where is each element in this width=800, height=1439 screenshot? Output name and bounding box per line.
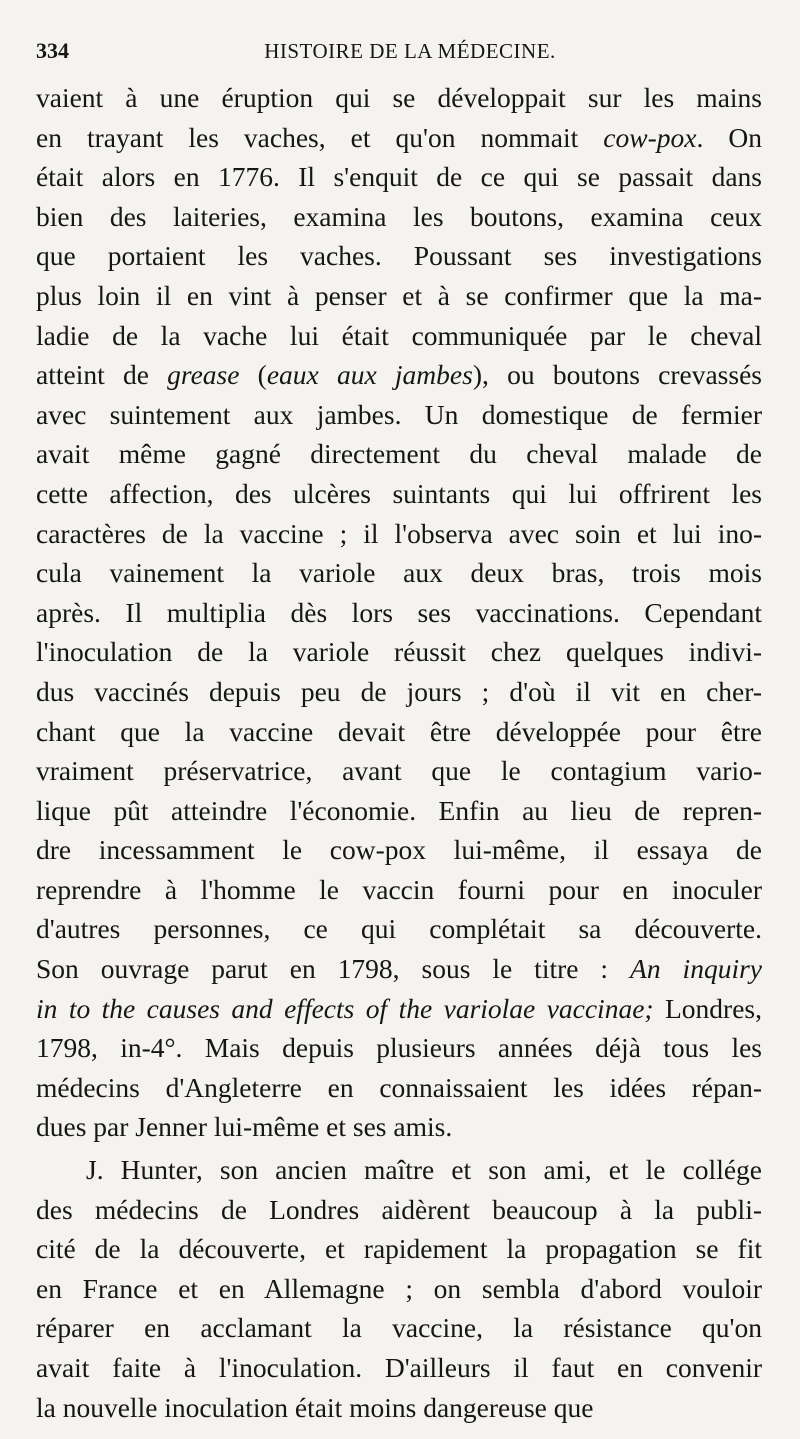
text-line: dus vaccinés depuis peu de jours ; d'où il vit en cher-: [36, 675, 762, 707]
paragraph: [36, 1150, 762, 1427]
text-line: ladie de la vache lui était communiquée par le cheval: [36, 319, 762, 351]
text-line: reprendre à l'homme le vaccin fourni pour en inoculer: [36, 873, 762, 905]
text-line: des médecins de Londres aidèrent beaucoup à la publi-: [36, 1193, 762, 1225]
text-line: dues par Jenner lui-même et ses amis.: [36, 1111, 453, 1143]
running-title: HISTOIRE DE LA MÉDECINE.: [264, 38, 556, 63]
text-line: vaient à une éruption qui se développait sur les mains: [36, 82, 762, 113]
text-line: après. Il multiplia dès lors ses vaccinations. Cependant: [36, 596, 762, 628]
text-line: dre incessamment le cow-pox lui-même, il essaya de: [36, 834, 762, 866]
text-line: Son ouvrage parut en 1798, sous le titre : An inquiry: [36, 953, 762, 985]
text-line: cula vainement la variole aux deux bras, trois mois: [36, 557, 762, 589]
text-line: lique pût atteindre l'économie. Enfin au lieu de repren-: [36, 794, 762, 826]
text-line: 1798, in-4°. Mais depuis plusieurs années déjà tous les: [36, 1032, 762, 1064]
italic-text: An inquiry: [630, 953, 762, 985]
page-number: 334: [36, 38, 69, 63]
text-line: d'autres personnes, ce qui complétait sa découverte.: [36, 913, 762, 945]
italic-text: eaux aux jambes: [266, 359, 473, 391]
text-line: avec suintement aux jambes. Un domestique de fermier: [36, 398, 762, 430]
text-line: la nouvelle inoculation était moins dangereuse que: [36, 1391, 594, 1423]
italic-text: grease: [167, 359, 240, 391]
italic-text: cow-pox: [603, 121, 697, 153]
text-line: bien des laiteries, examina les boutons, examina ceux: [36, 200, 762, 232]
text-line: médecins d'Angleterre en connaissaient les idées répan-: [36, 1071, 762, 1103]
text-line: l'inoculation de la variole réussit chez quelques indivi-: [36, 636, 762, 668]
text-line: vraiment préservatrice, avant que le contagium vario-: [36, 755, 762, 787]
italic-text: in to the causes and effects of the variolae vaccinae;: [36, 992, 654, 1024]
text-line: était alors en 1776. Il s'enquit de ce qui se passait dans: [36, 161, 762, 193]
text-line: avait faite à l'inoculation. D'ailleurs il faut en convenir: [36, 1352, 762, 1383]
paragraph: [36, 78, 762, 1147]
text-line: in to the causes and effects of the variolae vaccinae; Londres,: [36, 992, 762, 1024]
text-line: cité de la découverte, et rapidement la propagation se fit: [36, 1233, 762, 1265]
text-line: en France et en Allemagne ; on sembla d'abord vouloir: [36, 1272, 762, 1304]
text-line: plus loin il en vint à penser et à se confirmer que la ma-: [36, 279, 762, 311]
text-line: réparer en acclamant la vaccine, la résistance qu'on: [36, 1312, 762, 1344]
text-line: atteint de grease (eaux aux jambes), ou boutons crevassés: [36, 359, 762, 391]
text-line: que portaient les vaches. Poussant ses investigations: [36, 240, 762, 272]
text-line: J. Hunter, son ancien maître et son ami, et le collége: [86, 1154, 762, 1186]
text-line: cette affection, des ulcères suintants qui lui offrirent les: [36, 477, 762, 509]
body-text: [36, 78, 762, 1427]
text-line: chant que la vaccine devait être développée pour être: [36, 715, 762, 747]
text-line: avait même gagné directement du cheval malade de: [36, 438, 762, 470]
page-header: [36, 34, 760, 68]
text-line: en trayant les vaches, et qu'on nommait cow-pox. On: [36, 121, 762, 153]
text-line: caractères de la vaccine ; il l'observa avec soin et lui ino-: [36, 517, 762, 549]
